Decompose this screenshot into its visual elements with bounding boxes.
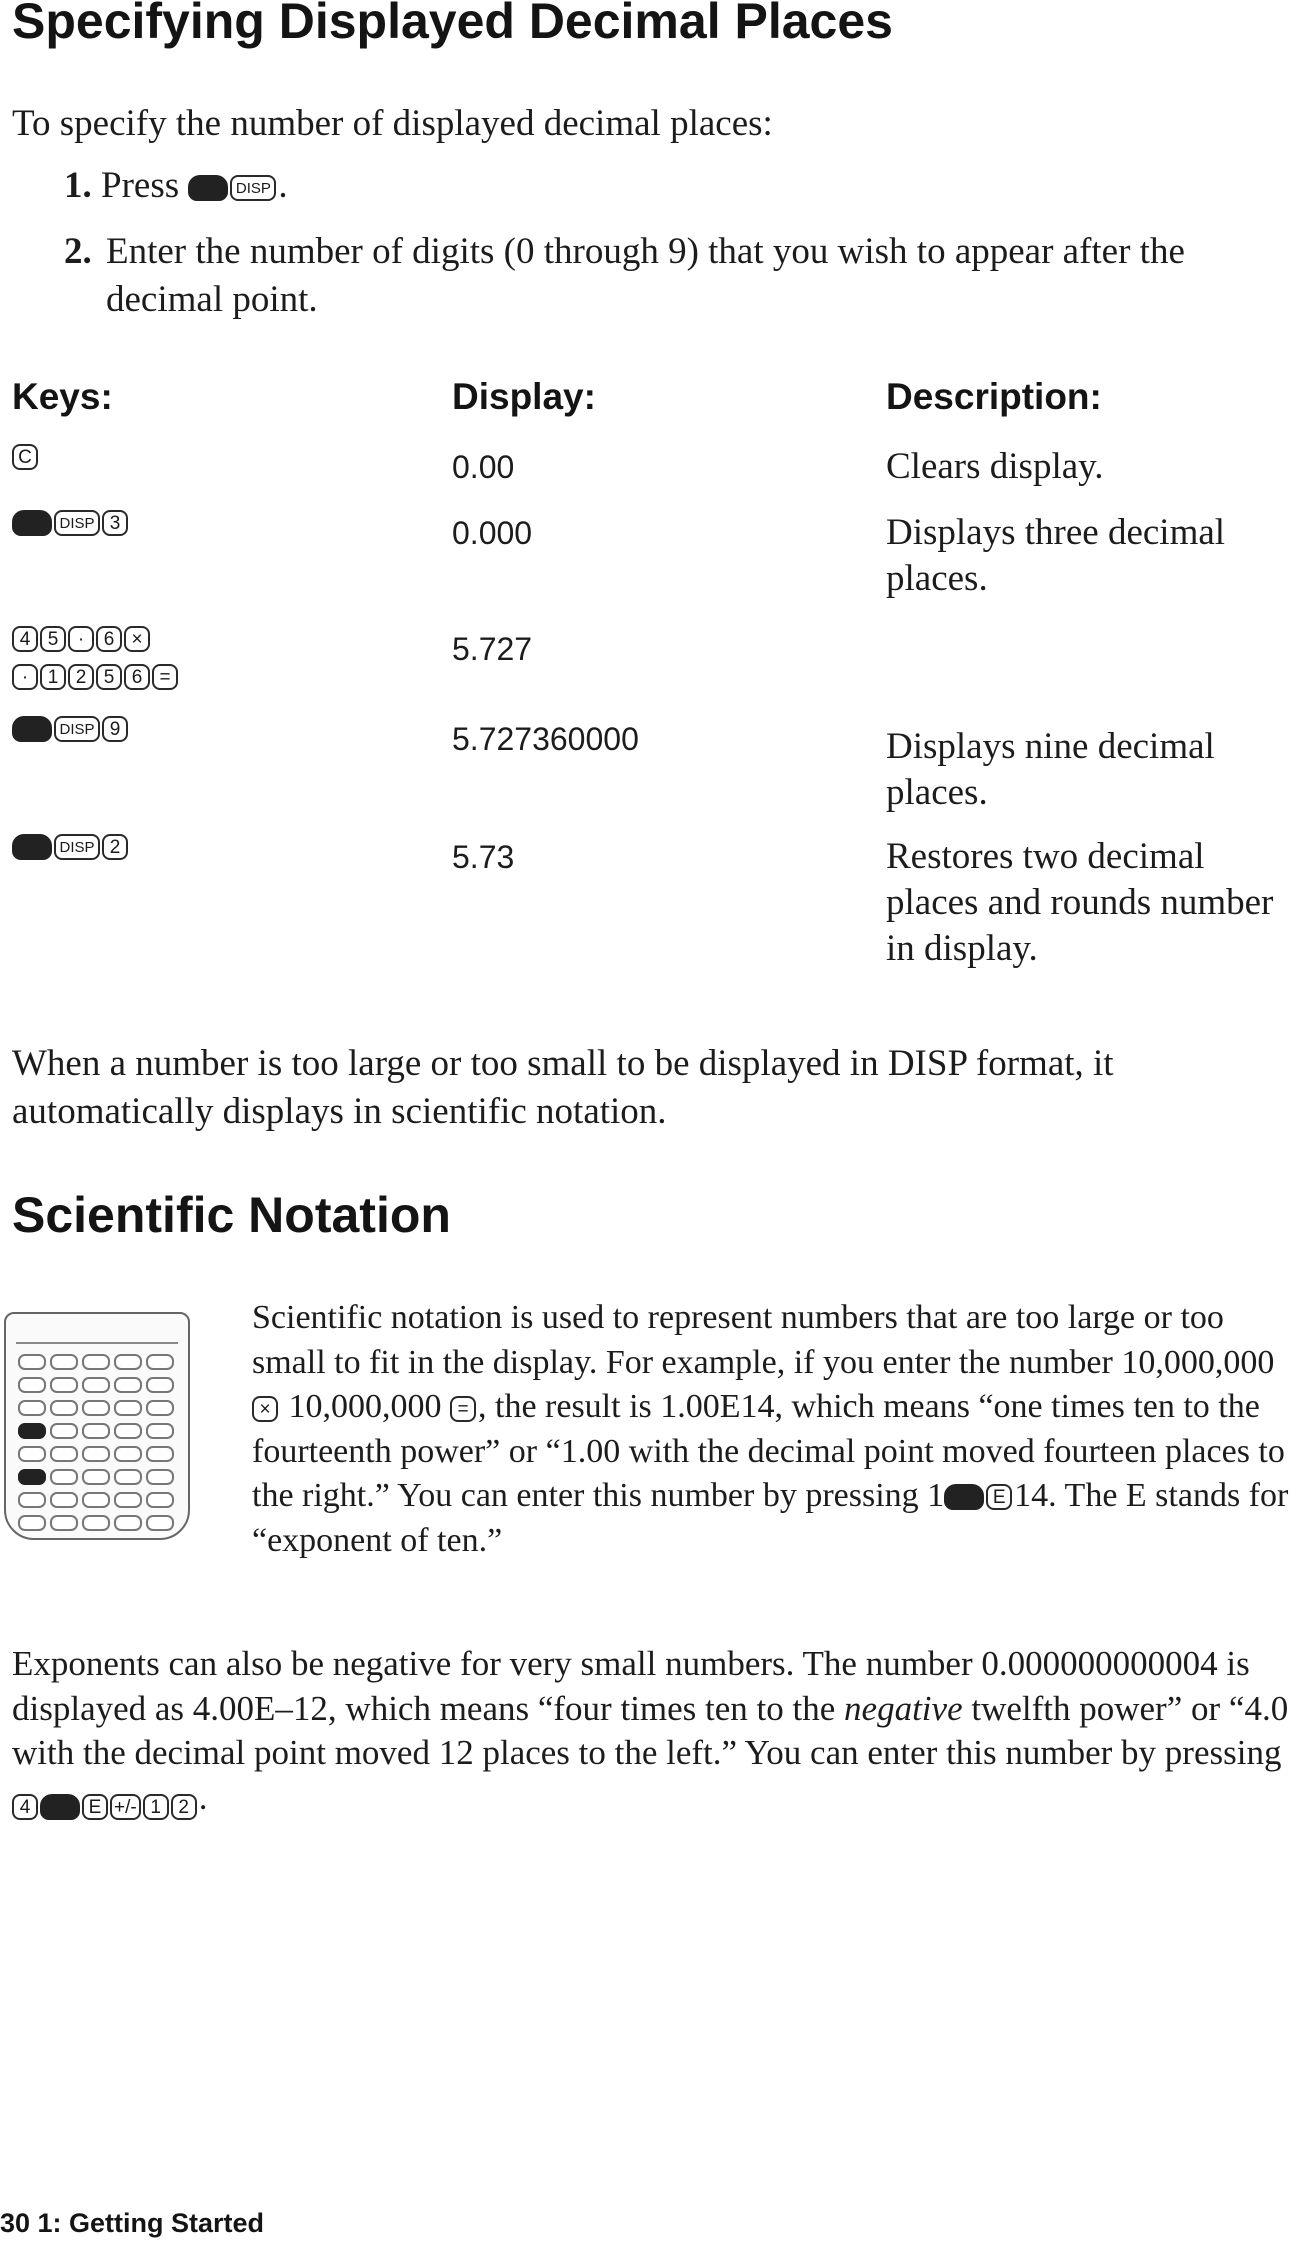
table-row-display: 0.000 — [452, 515, 533, 551]
key-6: 6 — [96, 626, 122, 652]
table-row-keys — [12, 716, 292, 742]
table-row-keys — [12, 626, 302, 690]
step-1-end: . — [278, 165, 288, 206]
step-2-text: Enter the number of digits (0 through 9) that you wish to appear after the decimal point. — [106, 231, 1185, 320]
key-e: E — [986, 1484, 1012, 1510]
key-e: E — [82, 1794, 108, 1820]
table-row-display: 5.727 — [452, 631, 533, 667]
table-row-description: Displays nine decimal places. — [886, 726, 1215, 813]
scientific-notation-paragraph: Scientific notation is used to represent numbers that are too large or too small to fit in the display. For example, if you enter the number 10,000,000 × 10,000,000 = , the result is 1.00E14, which means “one times ten to the fourteenth power” or “1.00 with the decimal point moved fourteen places to the right.” You can enter this number by pressing 1 E 14. The E stands for “exponent of ten.” — [252, 1299, 1289, 1559]
table-row-keys — [12, 444, 292, 470]
section-title-scientific-notation: Scientific Notation — [12, 1187, 451, 1243]
key-multiply: × — [124, 626, 150, 652]
calculator-illustration-icon — [4, 1312, 190, 1540]
disp-format-note: When a number is too large or too small to be displayed in DISP format, it automatically displays in scientific notation. — [12, 1043, 1114, 1132]
step-1-keys — [188, 175, 278, 201]
key-9: 9 — [102, 716, 128, 742]
key-decimal: · — [12, 664, 38, 690]
key-disp: DISP — [54, 510, 100, 536]
key-5: 5 — [40, 626, 66, 652]
key-disp: DISP — [54, 716, 100, 742]
shift-key-icon — [944, 1484, 984, 1510]
step-1-text: Press — [101, 165, 189, 206]
key-decimal: · — [68, 626, 94, 652]
key-6: 6 — [124, 664, 150, 690]
key-disp: DISP — [54, 834, 100, 860]
table-row-description: Displays three decimal places. — [886, 512, 1226, 599]
key-2: 2 — [102, 834, 128, 860]
key-4: 4 — [12, 1794, 38, 1820]
table-row-keys — [12, 834, 292, 860]
page-footer: 30 1: Getting Started — [0, 2208, 265, 2238]
table-row-description: Restores two decimal places and rounds number in display. — [886, 836, 1274, 969]
negative-exponent-keys — [12, 1794, 199, 1820]
shift-key-icon — [12, 834, 52, 860]
shift-key-icon — [40, 1794, 80, 1820]
step-2-number: 2. — [64, 231, 92, 272]
table-row-keys — [12, 510, 292, 536]
shift-key-icon — [12, 510, 52, 536]
key-multiply: × — [252, 1396, 278, 1422]
col-header-keys: Keys: — [12, 376, 113, 417]
key-2: 2 — [171, 1794, 197, 1820]
table-row-display: 5.727360000 — [452, 721, 639, 757]
key-equals: = — [152, 664, 178, 690]
key-c: C — [12, 444, 38, 470]
key-3: 3 — [102, 510, 128, 536]
step-1-number: 1. — [64, 165, 92, 206]
key-4: 4 — [12, 626, 38, 652]
intro-text: To specify the number of displayed decimal places: — [12, 103, 773, 144]
table-row-display: 5.73 — [452, 839, 515, 875]
key-change-sign: +/- — [110, 1794, 141, 1820]
table-row-description: Clears display. — [886, 446, 1104, 487]
key-equals: = — [450, 1396, 476, 1422]
shift-key-icon — [188, 175, 228, 201]
key-2: 2 — [68, 664, 94, 690]
emphasis-negative: negative — [844, 1688, 963, 1728]
table-row-display: 0.00 — [452, 449, 515, 485]
disp-key: DISP — [230, 175, 276, 201]
negative-exponents-paragraph: Exponents can also be negative for very small numbers. The number 0.000000000004 is displayed as 4.00E–12, which means “four times ten to the negative twelfth power” or “4.0 with the decimal point moved 12 places to the left.” You can enter this number by pressing 4 E +/- 1 2 . — [12, 1642, 1302, 1820]
section-title-decimal-places: Specifying Displayed Decimal Places — [12, 0, 893, 49]
col-header-display: Display: — [452, 376, 596, 417]
key-1: 1 — [143, 1794, 169, 1820]
key-5: 5 — [96, 664, 122, 690]
step-2 — [64, 228, 1274, 324]
shift-key-icon — [12, 716, 52, 742]
key-1: 1 — [40, 664, 66, 690]
col-header-description: Description: — [886, 376, 1102, 417]
step-1 — [64, 162, 288, 210]
